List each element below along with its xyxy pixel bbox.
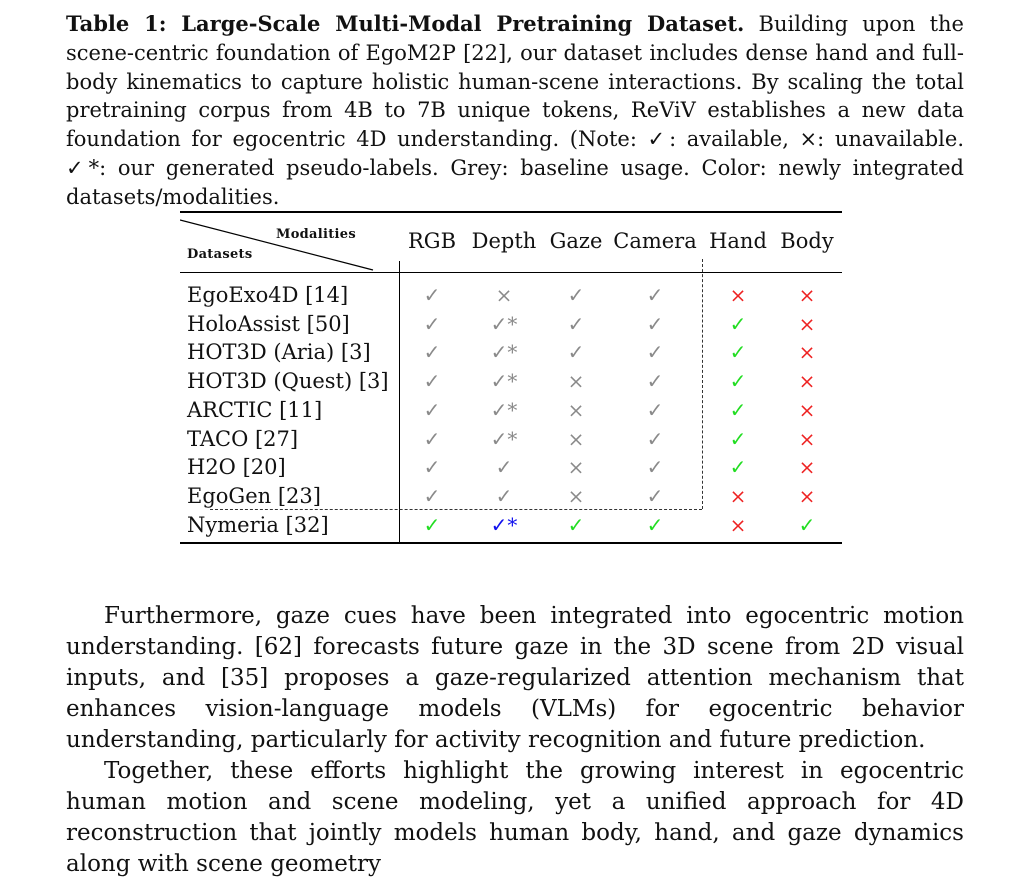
table-cell: ✓*: [490, 311, 518, 336]
table-row: [180, 511, 842, 539]
table-cell: ✓*: [490, 426, 518, 451]
table-cell: ✓: [567, 340, 585, 365]
table-cell: ×: [567, 397, 585, 422]
dataset-name: HOT3D (Quest) [3]: [187, 369, 389, 394]
table-cell: ×: [798, 426, 816, 451]
table-caption: [66, 10, 964, 212]
caption-text: Building upon the scene-centric foundation of EgoM2P [22], our dataset includes dense hand and full-body kinematics to capture holistic human-scene interactions. By scaling the total pretraining corpus from 4B to 7B unique tokens, ReViV establishes a new data foundation for egocentric 4D understanding. (Note: ✓: available, ×: unavailable. ✓*: our generated pseudo-labels. Grey: baseline usage. Color: newly integrated datasets/modalities.: [66, 12, 964, 209]
dataset-name: H2O [20]: [187, 455, 286, 480]
table-cell: ✓: [729, 455, 747, 480]
table-cell: ✓*: [490, 340, 518, 365]
dataset-name: EgoExo4D [14]: [187, 283, 349, 307]
table-cell: ✓: [646, 369, 664, 394]
header-modalities: Modalities: [276, 227, 356, 242]
table-cell: ×: [567, 426, 585, 451]
table-cell: ×: [798, 283, 816, 307]
col-header-camera: Camera: [613, 229, 697, 253]
paragraph-1: Furthermore, gaze cues have been integrated into egocentric motion understanding. [62] forecasts future gaze in the 3D scene from 2D visual inputs, and [35] proposes a gaze-regularized attention mechanism that enhances vision-language models (VLMs) for egocentric behavior understanding, particularly for activity recognition and future prediction.: [66, 603, 964, 753]
table-cell: ✓: [567, 283, 585, 307]
table-cell: ✓: [729, 340, 747, 365]
table-cell: ×: [798, 397, 816, 422]
table-cell: ×: [798, 340, 816, 365]
dataset-name: EgoGen [23]: [187, 483, 321, 508]
col-header-hand: Hand: [709, 229, 767, 253]
table-cell: ✓: [646, 340, 664, 365]
table-row: [180, 396, 842, 424]
col-header-rgb: RGB: [407, 229, 457, 253]
table-cell: ✓: [646, 483, 664, 508]
table-cell: ✓*: [490, 512, 518, 537]
table-row: [180, 281, 842, 309]
table-cell: ✓: [729, 397, 747, 422]
header-datasets: Datasets: [187, 247, 253, 262]
table-row: [180, 338, 842, 366]
table-cell: ×: [798, 483, 816, 508]
table-cell: ✓: [423, 483, 441, 508]
table-cell: ✓: [646, 311, 664, 336]
table-row: [180, 367, 842, 395]
table-cell: ×: [798, 369, 816, 394]
dataset-name: Nymeria [32]: [187, 512, 329, 537]
table-cell: ✓: [423, 426, 441, 451]
table-cell: ×: [729, 483, 747, 508]
table-cell: ✓: [495, 455, 513, 480]
table-cell: ✓: [567, 311, 585, 336]
table-cell: ✓*: [490, 369, 518, 394]
table-cell: ✓: [423, 311, 441, 336]
table-cell: ✓: [423, 455, 441, 480]
header-rule: [180, 272, 842, 273]
table-cell: ✓: [646, 455, 664, 480]
table-cell: ✓: [646, 512, 664, 537]
table-cell: ×: [567, 369, 585, 394]
dataset-name: HoloAssist [50]: [187, 311, 350, 336]
table-cell: ✓: [646, 426, 664, 451]
table-row: [180, 482, 842, 510]
table-cell: ✓*: [490, 397, 518, 422]
table-cell: ✓: [729, 311, 747, 336]
paragraph-2: Together, these efforts highlight the growing interest in egocentric human motion and scene modeling, yet a unified approach for 4D reconstruction that jointly models human body, hand, and gaze dynamics along with scene geometry: [66, 758, 964, 877]
header-diagonal-line: [180, 213, 375, 271]
table-cell: ✓: [646, 397, 664, 422]
table-cell: ✓: [729, 426, 747, 451]
table-cell: ×: [567, 455, 585, 480]
table-cell: ✓: [423, 512, 441, 537]
table-cell: ×: [495, 283, 513, 307]
caption-label: Table 1: Large-Scale Multi-Modal Pretraining Dataset.: [66, 11, 745, 36]
table-cell: ✓: [567, 512, 585, 537]
col-header-body: Body: [780, 229, 834, 253]
table-cell: ×: [729, 283, 747, 307]
col-header-gaze: Gaze: [549, 229, 603, 253]
dataset-name: HOT3D (Aria) [3]: [187, 340, 371, 365]
table-cell: ✓: [423, 369, 441, 394]
table-row: [180, 425, 842, 453]
table-cell: ✓: [495, 483, 513, 508]
table-row: [180, 453, 842, 481]
dataset-name: TACO [27]: [187, 426, 299, 451]
table-cell: ✓: [423, 397, 441, 422]
table-cell: ×: [798, 455, 816, 480]
table-cell: ✓: [798, 512, 816, 537]
dataset-name: ARCTIC [11]: [187, 397, 323, 422]
table-cell: ✓: [729, 369, 747, 394]
table-cell: ×: [798, 311, 816, 336]
table-cell: ×: [567, 483, 585, 508]
table-cell: ✓: [423, 283, 441, 307]
table-cell: ✓: [646, 283, 664, 307]
dataset-table: [180, 211, 842, 545]
col-header-depth: Depth: [471, 229, 537, 253]
body-text: [66, 601, 964, 880]
bottom-rule: [180, 542, 842, 544]
table-cell: ×: [729, 512, 747, 537]
table-row: [180, 310, 842, 338]
table-cell: ✓: [423, 340, 441, 365]
